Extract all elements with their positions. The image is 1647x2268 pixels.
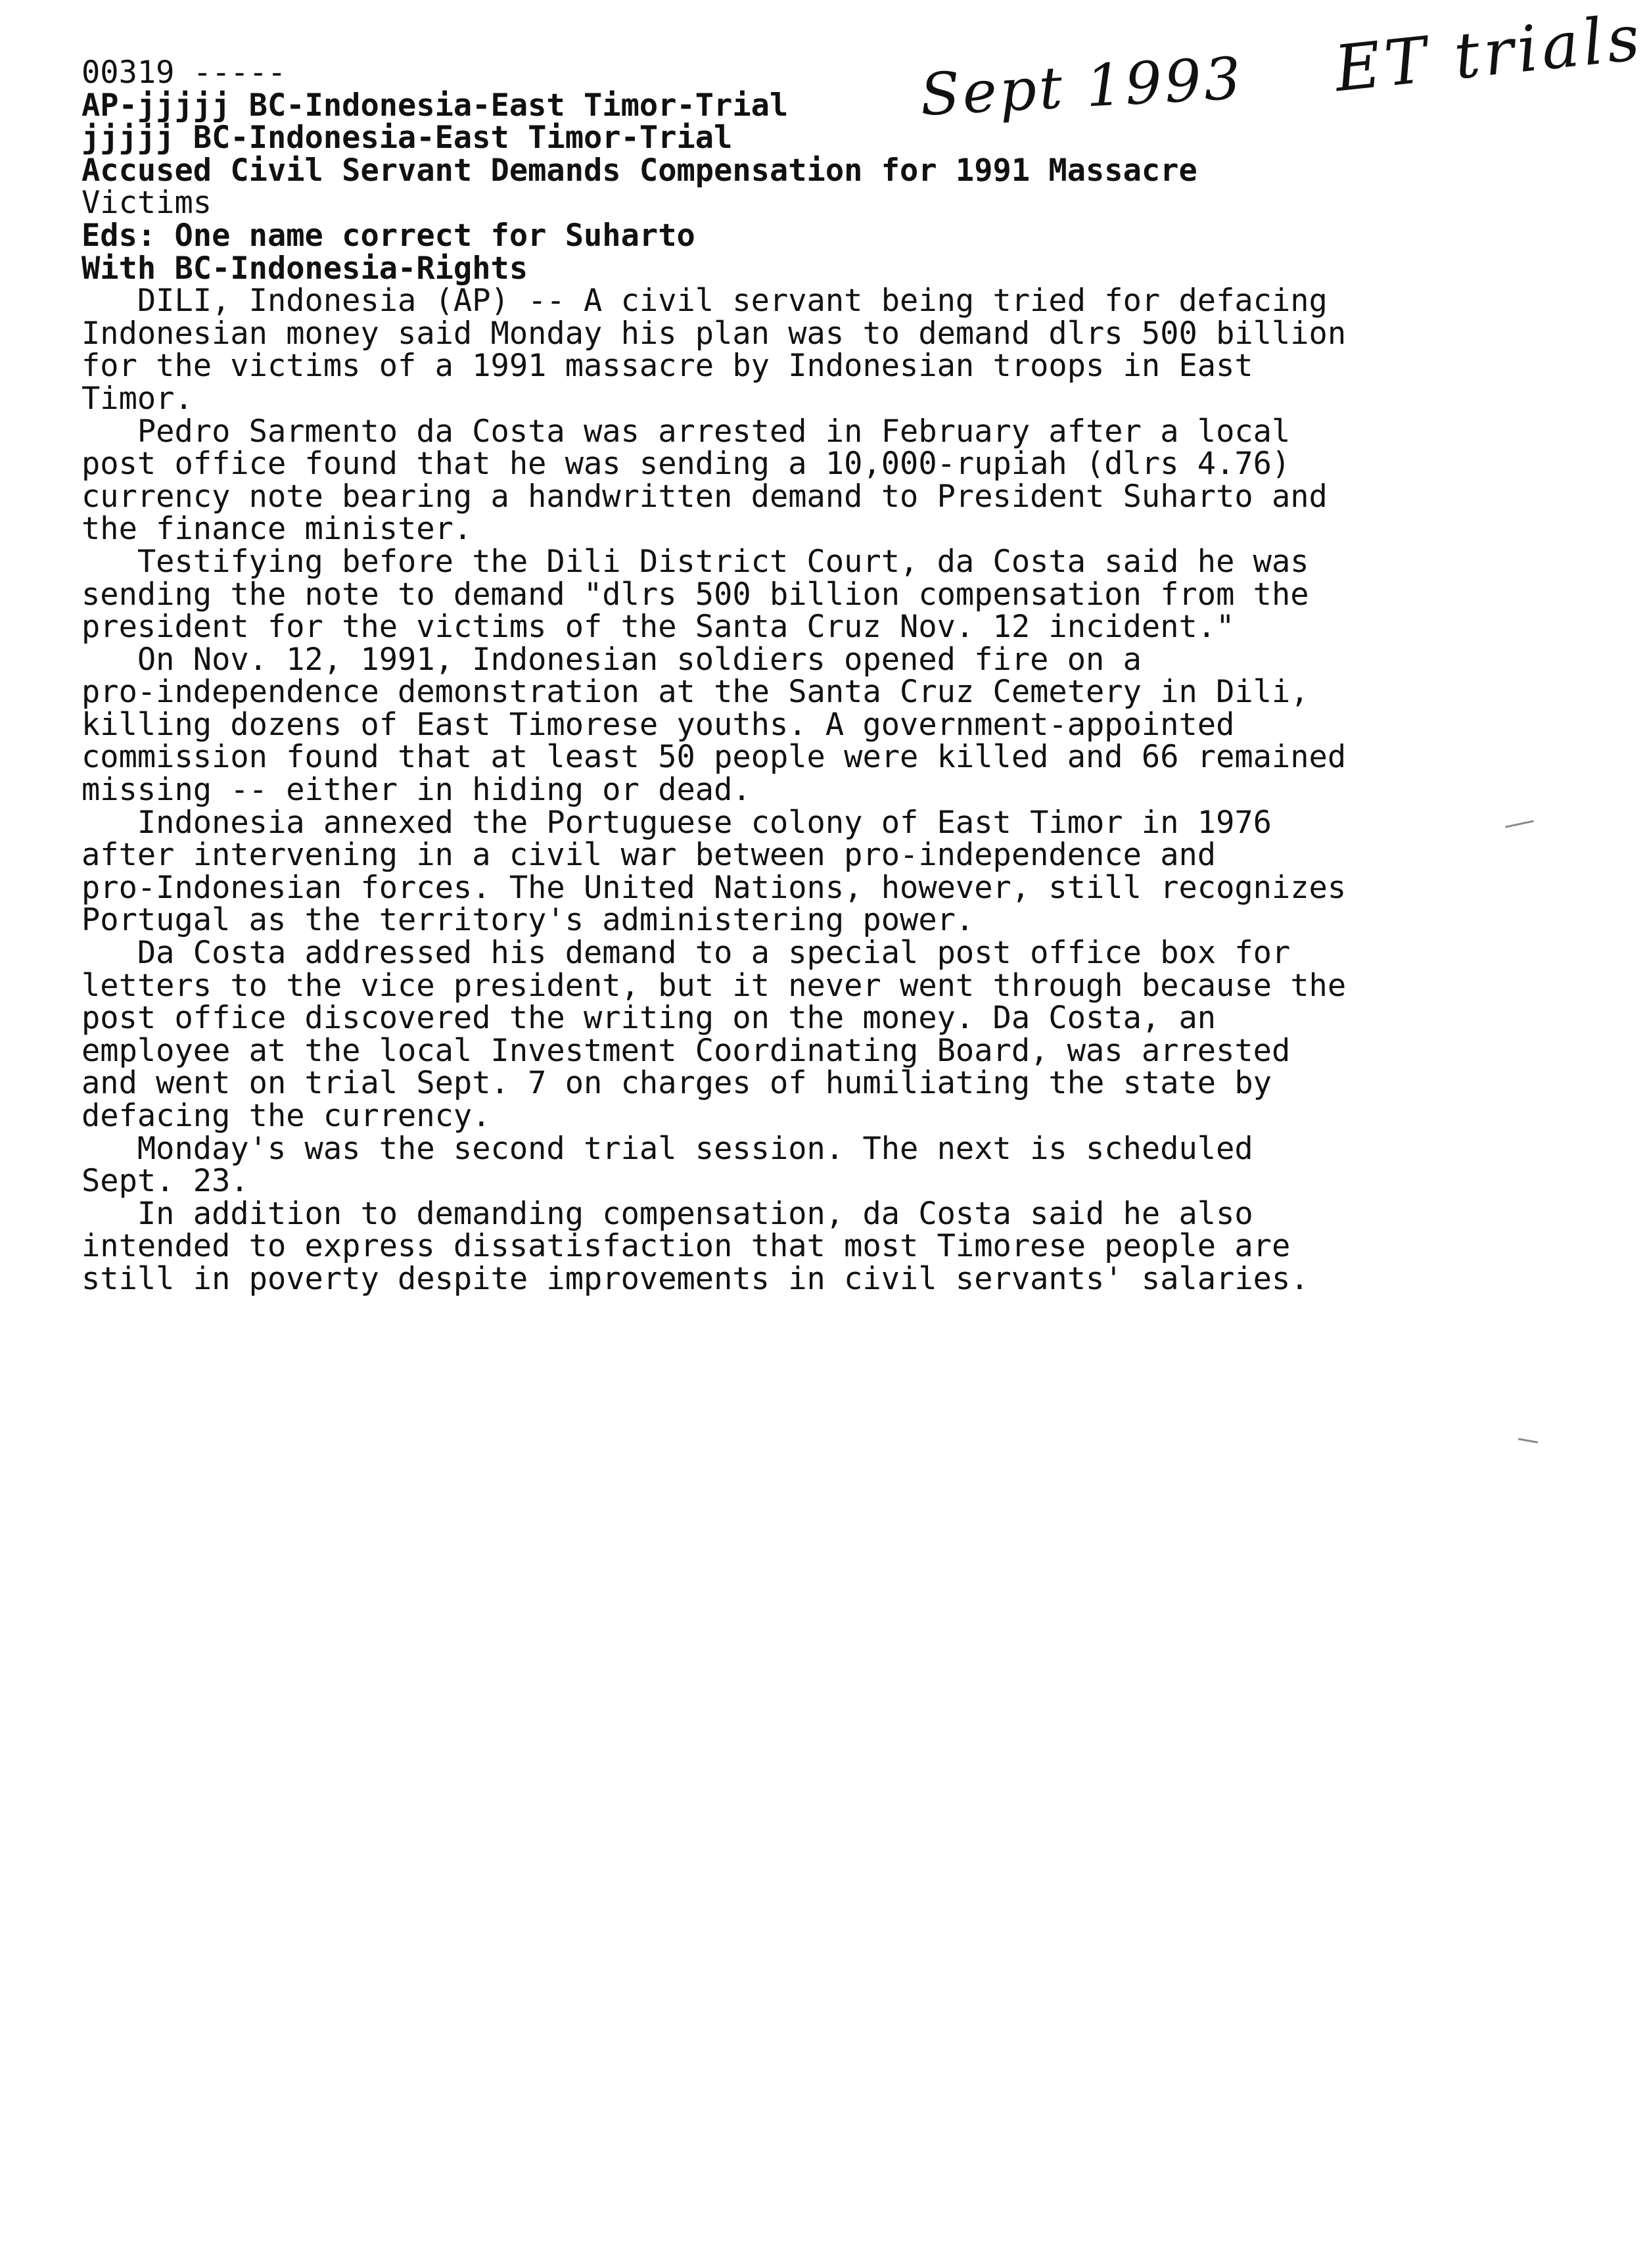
body-line: the finance minister. (81, 511, 473, 548)
body-line: killing dozens of East Timorese youths. A government-appointed (81, 706, 1235, 743)
body-line: pro-Indonesian forces. The United Nations, however, still recognizes (81, 869, 1347, 906)
handwritten-date-note: Sept 1993 (918, 44, 1245, 129)
body-line: and went on trial Sept. 7 on charges of humiliating the state by (81, 1065, 1272, 1102)
editors-note: Eds: One name correct for Suharto (81, 217, 695, 254)
body-line: currency note bearing a handwritten demand to President Suharto and (81, 478, 1328, 515)
body-line: pro-independence demonstration at the Santa Cruz Cemetery in Dili, (81, 674, 1309, 711)
body-line: defacing the currency. (81, 1098, 491, 1134)
body-line: missing -- either in hiding or dead. (81, 772, 751, 809)
body-line: Sept. 23. (81, 1163, 249, 1200)
wire-story-text (81, 57, 1541, 1296)
body-line: commission found that at least 50 people were killed and 66 remained (81, 739, 1347, 776)
body-line: after intervening in a civil war between pro-independence and (81, 837, 1217, 874)
body-line: Indonesian money said Monday his plan was to demand dlrs 500 billion (81, 315, 1347, 352)
body-line: Indonesia annexed the Portuguese colony of East Timor in 1976 (81, 804, 1272, 841)
slug-line: jjjjj BC-Indonesia-East Timor-Trial (81, 120, 733, 156)
headline-continued: Victims (81, 185, 212, 222)
body-line: On Nov. 12, 1991, Indonesian soldiers opened fire on a (81, 641, 1142, 678)
body-line: Timor. (81, 380, 193, 417)
related-story-line: With BC-Indonesia-Rights (81, 250, 528, 287)
body-line: for the victims of a 1991 massacre by Indonesian troops in East (81, 348, 1253, 385)
body-line: post office discovered the writing on the money. Da Costa, an (81, 1000, 1217, 1037)
headline: Accused Civil Servant Demands Compensation for 1991 Massacre (81, 152, 1197, 189)
slug-line: AP-jjjjj BC-Indonesia-East Timor-Trial (81, 87, 789, 124)
body-line: Pedro Sarmento da Costa was arrested in February after a local (81, 413, 1291, 450)
stray-pen-mark (1518, 1438, 1538, 1443)
body-line: post office found that he was sending a 10,000-rupiah (dlrs 4.76) (81, 446, 1291, 483)
body-line: president for the victims of the Santa Cruz Nov. 12 incident." (81, 609, 1235, 646)
body-line: still in poverty despite improvements in civil servants' salaries. (81, 1260, 1309, 1297)
body-line: Da Costa addressed his demand to a special post office box for (81, 935, 1291, 972)
body-line: employee at the local Investment Coordinating Board, was arrested (81, 1032, 1291, 1069)
body-line: letters to the vice president, but it never went through because the (81, 967, 1347, 1004)
handwritten-topic-note: ET trials (1331, 0, 1647, 106)
body-line: Portugal as the territory's administering power. (81, 902, 975, 939)
body-line: intended to express dissatisfaction that most Timorese people are (81, 1228, 1291, 1265)
body-line: Monday's was the second trial session. The next is scheduled (81, 1130, 1253, 1167)
body-line: In addition to demanding compensation, da Costa said he also (81, 1195, 1253, 1232)
body-line: sending the note to demand "dlrs 500 billion compensation from the (81, 576, 1309, 613)
body-line: DILI, Indonesia (AP) -- A civil servant being tried for defacing (81, 283, 1328, 319)
story-id-line: 00319 ----- (81, 55, 287, 91)
body-line: Testifying before the Dili District Court, da Costa said he was (81, 543, 1309, 580)
